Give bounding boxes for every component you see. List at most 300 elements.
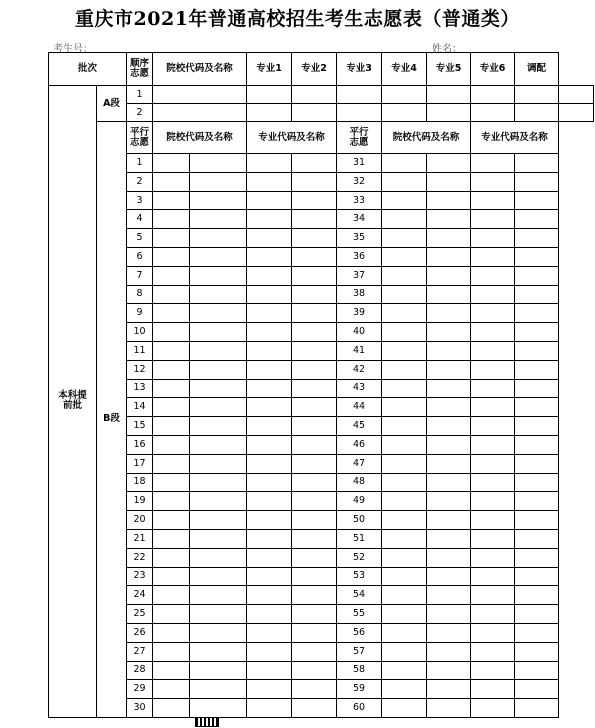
major-code-cell[interactable] <box>247 210 292 229</box>
major-input-cell[interactable] <box>427 86 471 104</box>
major-input-cell[interactable] <box>247 104 292 122</box>
school-name-cell[interactable] <box>427 454 471 473</box>
major-code-cell[interactable] <box>247 642 292 661</box>
major-name-cell[interactable] <box>515 379 559 398</box>
school-name-cell[interactable] <box>190 586 247 605</box>
major-name-cell[interactable] <box>292 661 337 680</box>
barcode-stamp <box>195 717 219 727</box>
major-code-cell[interactable] <box>471 548 515 567</box>
major-code-cell[interactable] <box>471 435 515 454</box>
school-name-cell[interactable] <box>427 304 471 323</box>
school-name-cell[interactable] <box>427 191 471 210</box>
school-name-cell[interactable] <box>427 341 471 360</box>
school-name-cell[interactable] <box>190 511 247 530</box>
school-name-cell[interactable] <box>427 172 471 191</box>
school-code-cell[interactable] <box>382 360 427 379</box>
major-name-cell[interactable] <box>292 323 337 342</box>
school-name-cell[interactable] <box>190 699 247 718</box>
major-input-cell[interactable] <box>471 86 515 104</box>
major-code-cell[interactable] <box>471 154 515 173</box>
school-code-cell[interactable] <box>382 548 427 567</box>
major-input-cell[interactable] <box>515 86 559 104</box>
major-name-cell[interactable] <box>515 154 559 173</box>
school-name-cell[interactable] <box>427 154 471 173</box>
school-name-cell[interactable] <box>427 661 471 680</box>
major-code-cell[interactable] <box>471 511 515 530</box>
school-name-cell[interactable] <box>427 360 471 379</box>
parallel-number-right: 60 <box>337 699 382 718</box>
school-name-cell[interactable] <box>190 379 247 398</box>
major-code-cell[interactable] <box>471 172 515 191</box>
major-code-cell[interactable] <box>247 360 292 379</box>
major-name-cell[interactable] <box>292 398 337 417</box>
major-name-cell[interactable] <box>292 154 337 173</box>
school-code-cell[interactable] <box>153 229 190 248</box>
seq-number: 1 <box>127 86 153 104</box>
school-code-cell[interactable] <box>153 323 190 342</box>
major-name-cell[interactable] <box>292 191 337 210</box>
school-code-cell[interactable] <box>382 154 427 173</box>
major-code-cell[interactable] <box>247 605 292 624</box>
major-name-cell[interactable] <box>515 567 559 586</box>
school-code-cell[interactable] <box>153 623 190 642</box>
school-code-cell[interactable] <box>382 247 427 266</box>
major-name-cell[interactable] <box>292 642 337 661</box>
major-code-cell[interactable] <box>247 417 292 436</box>
parallel-number-left: 9 <box>127 304 153 323</box>
school-name-cell[interactable] <box>190 360 247 379</box>
school-code-cell[interactable] <box>382 379 427 398</box>
school-code-cell[interactable] <box>153 454 190 473</box>
school-name-cell[interactable] <box>427 285 471 304</box>
major-code-cell[interactable] <box>471 529 515 548</box>
parallel-number-left: 24 <box>127 586 153 605</box>
major-code-cell[interactable] <box>471 191 515 210</box>
major-name-cell[interactable] <box>292 699 337 718</box>
school-name-cell[interactable] <box>190 492 247 511</box>
school-name-cell[interactable] <box>190 473 247 492</box>
major-name-cell[interactable] <box>515 323 559 342</box>
school-code-cell[interactable] <box>153 304 190 323</box>
major-code-cell[interactable] <box>471 642 515 661</box>
major-input-cell[interactable] <box>292 86 337 104</box>
school-code-cell[interactable] <box>382 266 427 285</box>
school-code-cell[interactable] <box>153 605 190 624</box>
school-name-cell[interactable] <box>427 492 471 511</box>
major-name-cell[interactable] <box>292 247 337 266</box>
major-code-cell[interactable] <box>471 473 515 492</box>
major-code-cell[interactable] <box>247 661 292 680</box>
parallel-number-right: 55 <box>337 605 382 624</box>
school-name-cell[interactable] <box>427 623 471 642</box>
major-name-cell[interactable] <box>515 661 559 680</box>
major-input-cell[interactable] <box>382 104 427 122</box>
major-name-cell[interactable] <box>515 360 559 379</box>
school-name-cell[interactable] <box>190 154 247 173</box>
school-code-cell[interactable] <box>382 511 427 530</box>
major-name-cell[interactable] <box>292 511 337 530</box>
school-name-cell[interactable] <box>427 266 471 285</box>
major-name-cell[interactable] <box>515 605 559 624</box>
school-code-cell[interactable] <box>153 154 190 173</box>
major-code-cell[interactable] <box>247 154 292 173</box>
major-name-cell[interactable] <box>515 304 559 323</box>
major2-header: 专业2 <box>292 53 337 86</box>
major-code-cell[interactable] <box>471 304 515 323</box>
major-name-cell[interactable] <box>515 454 559 473</box>
school-name-cell[interactable] <box>427 680 471 699</box>
major-code-cell[interactable] <box>471 699 515 718</box>
parallel-number-left: 19 <box>127 492 153 511</box>
school-name-cell[interactable] <box>427 473 471 492</box>
school-code-cell[interactable] <box>153 529 190 548</box>
major-code-cell[interactable] <box>471 605 515 624</box>
major-name-cell[interactable] <box>292 266 337 285</box>
major-input-cell[interactable] <box>292 104 337 122</box>
adjust-input-cell[interactable] <box>559 86 594 104</box>
school-code-cell[interactable] <box>153 699 190 718</box>
school-code-cell[interactable] <box>153 266 190 285</box>
major-name-cell[interactable] <box>515 680 559 699</box>
school-code-cell[interactable] <box>382 529 427 548</box>
school-code-cell[interactable] <box>382 323 427 342</box>
school-code-cell[interactable] <box>382 454 427 473</box>
school-name-cell[interactable] <box>190 266 247 285</box>
major-code-cell[interactable] <box>247 323 292 342</box>
major-input-cell[interactable] <box>382 86 427 104</box>
school-code-cell[interactable] <box>382 172 427 191</box>
major1-header: 专业1 <box>247 53 292 86</box>
section-b-row <box>49 247 594 266</box>
section-a-row <box>49 104 594 122</box>
school-name-cell[interactable] <box>190 642 247 661</box>
major-name-cell[interactable] <box>515 699 559 718</box>
school-name-cell[interactable] <box>190 172 247 191</box>
major6-header: 专业6 <box>471 53 515 86</box>
school-code-cell[interactable] <box>153 473 190 492</box>
school-code-cell[interactable] <box>153 661 190 680</box>
school-code-cell[interactable] <box>382 586 427 605</box>
school-code-cell[interactable] <box>382 492 427 511</box>
school-name-cell[interactable] <box>190 548 247 567</box>
parallel-number-left: 4 <box>127 210 153 229</box>
major-code-cell[interactable] <box>471 323 515 342</box>
major-code-cell[interactable] <box>471 661 515 680</box>
parallel-header-left: 平行 志愿 <box>127 122 153 154</box>
major-name-cell[interactable] <box>292 680 337 699</box>
major-code-cell[interactable] <box>471 567 515 586</box>
major-code-cell[interactable] <box>247 379 292 398</box>
school-code-cell[interactable] <box>382 304 427 323</box>
major-name-cell[interactable] <box>515 191 559 210</box>
major-name-cell[interactable] <box>515 247 559 266</box>
school-name-cell[interactable] <box>427 323 471 342</box>
school-code-cell[interactable] <box>382 341 427 360</box>
school-name-cell[interactable] <box>190 623 247 642</box>
school-name-cell[interactable] <box>427 247 471 266</box>
school-code-cell[interactable] <box>153 567 190 586</box>
major-code-cell[interactable] <box>247 548 292 567</box>
major-name-cell[interactable] <box>292 210 337 229</box>
major-name-cell[interactable] <box>515 285 559 304</box>
parallel-number-right: 43 <box>337 379 382 398</box>
school-name-cell[interactable] <box>190 247 247 266</box>
school-code-cell[interactable] <box>382 229 427 248</box>
major-code-cell[interactable] <box>247 586 292 605</box>
major-name-cell[interactable] <box>515 473 559 492</box>
parallel-number-left: 3 <box>127 191 153 210</box>
major-name-cell[interactable] <box>515 398 559 417</box>
school-code-cell[interactable] <box>382 661 427 680</box>
major-code-cell[interactable] <box>247 473 292 492</box>
section-b-row <box>49 266 594 285</box>
school-header-right: 院校代码及名称 <box>382 122 471 154</box>
school-code-cell[interactable] <box>153 417 190 436</box>
major-name-cell[interactable] <box>292 529 337 548</box>
adjust-input-cell[interactable] <box>559 104 594 122</box>
major-code-cell[interactable] <box>471 398 515 417</box>
parallel-number-right: 39 <box>337 304 382 323</box>
major-name-cell[interactable] <box>515 417 559 436</box>
major-name-cell[interactable] <box>292 341 337 360</box>
section-b-row <box>49 341 594 360</box>
major-name-cell[interactable] <box>292 473 337 492</box>
major-code-cell[interactable] <box>247 266 292 285</box>
school-name-cell[interactable] <box>190 605 247 624</box>
batch-header: 批次 <box>49 53 127 86</box>
school-code-cell[interactable] <box>153 492 190 511</box>
school-code-cell[interactable] <box>153 642 190 661</box>
school-code-cell[interactable] <box>382 605 427 624</box>
major-code-cell[interactable] <box>247 492 292 511</box>
major-name-cell[interactable] <box>292 605 337 624</box>
batch-name: 本科提 前批 <box>49 86 97 718</box>
student-id-label: 考生号： <box>53 44 93 55</box>
major-code-cell[interactable] <box>247 567 292 586</box>
major-code-cell[interactable] <box>247 304 292 323</box>
school-code-cell[interactable] <box>153 435 190 454</box>
major-name-cell[interactable] <box>292 379 337 398</box>
parallel-number-right: 42 <box>337 360 382 379</box>
school-code-cell[interactable] <box>382 699 427 718</box>
school-code-cell[interactable] <box>153 172 190 191</box>
major-name-cell[interactable] <box>515 435 559 454</box>
section-a-label: A段 <box>97 86 127 122</box>
school-name-cell[interactable] <box>190 304 247 323</box>
section-b-row <box>49 229 594 248</box>
school-name-cell[interactable] <box>190 229 247 248</box>
major-code-cell[interactable] <box>247 398 292 417</box>
major-name-cell[interactable] <box>292 417 337 436</box>
parallel-number-right: 32 <box>337 172 382 191</box>
major-input-cell[interactable] <box>471 104 515 122</box>
major-name-cell[interactable] <box>515 529 559 548</box>
major-name-cell[interactable] <box>292 360 337 379</box>
school-code-cell[interactable] <box>382 567 427 586</box>
school-name-cell[interactable] <box>427 229 471 248</box>
school-name-cell[interactable] <box>190 191 247 210</box>
major-code-cell[interactable] <box>471 417 515 436</box>
school-input-cell[interactable] <box>153 104 247 122</box>
school-code-cell[interactable] <box>382 473 427 492</box>
school-code-cell[interactable] <box>153 548 190 567</box>
adjust-header: 调配 <box>515 53 559 86</box>
major-code-cell[interactable] <box>247 229 292 248</box>
major-code-cell[interactable] <box>471 285 515 304</box>
major-name-cell[interactable] <box>292 567 337 586</box>
school-name-cell[interactable] <box>190 210 247 229</box>
school-name-cell[interactable] <box>427 435 471 454</box>
major-code-cell[interactable] <box>471 247 515 266</box>
school-code-cell[interactable] <box>382 417 427 436</box>
school-code-cell[interactable] <box>382 191 427 210</box>
major-code-cell[interactable] <box>471 210 515 229</box>
school-code-cell[interactable] <box>153 285 190 304</box>
school-name-cell[interactable] <box>427 379 471 398</box>
major-name-cell[interactable] <box>515 548 559 567</box>
school-code-cell[interactable] <box>153 398 190 417</box>
major-name-cell[interactable] <box>515 210 559 229</box>
major-name-cell[interactable] <box>515 266 559 285</box>
school-name-cell[interactable] <box>190 454 247 473</box>
school-name-cell[interactable] <box>427 699 471 718</box>
school-code-cell[interactable] <box>153 341 190 360</box>
school-name-cell[interactable] <box>427 605 471 624</box>
school-name-cell[interactable] <box>190 529 247 548</box>
major-code-cell[interactable] <box>247 699 292 718</box>
major-name-cell[interactable] <box>515 623 559 642</box>
major-code-cell[interactable] <box>247 529 292 548</box>
major3-header: 专业3 <box>337 53 382 86</box>
major-code-cell[interactable] <box>471 229 515 248</box>
section-b-row <box>49 210 594 229</box>
parallel-number-right: 49 <box>337 492 382 511</box>
school-name-cell[interactable] <box>190 398 247 417</box>
school-name-cell[interactable] <box>190 435 247 454</box>
parallel-number-right: 41 <box>337 341 382 360</box>
school-name-cell[interactable] <box>427 567 471 586</box>
school-header-left: 院校代码及名称 <box>153 122 247 154</box>
school-name-cell[interactable] <box>427 210 471 229</box>
school-code-cell[interactable] <box>382 680 427 699</box>
major-name-cell[interactable] <box>515 492 559 511</box>
major-name-cell[interactable] <box>515 229 559 248</box>
major-input-cell[interactable] <box>427 104 471 122</box>
major-code-cell[interactable] <box>471 680 515 699</box>
school-code-cell[interactable] <box>153 210 190 229</box>
school-name-cell[interactable] <box>190 680 247 699</box>
school-input-cell[interactable] <box>153 86 247 104</box>
school-name-cell[interactable] <box>190 567 247 586</box>
section-b-row <box>49 699 594 718</box>
major-code-cell[interactable] <box>471 266 515 285</box>
school-name-cell[interactable] <box>427 586 471 605</box>
major-code-cell[interactable] <box>247 435 292 454</box>
major-name-cell[interactable] <box>515 511 559 530</box>
major-code-cell[interactable] <box>247 191 292 210</box>
major-input-cell[interactable] <box>337 86 382 104</box>
major-name-cell[interactable] <box>292 229 337 248</box>
major-code-cell[interactable] <box>247 680 292 699</box>
school-code-cell[interactable] <box>153 379 190 398</box>
school-code-cell[interactable] <box>153 586 190 605</box>
major-name-cell[interactable] <box>292 172 337 191</box>
major-name-cell[interactable] <box>292 435 337 454</box>
major-name-cell[interactable] <box>515 642 559 661</box>
major-code-cell[interactable] <box>471 454 515 473</box>
school-code-cell[interactable] <box>382 398 427 417</box>
major-name-cell[interactable] <box>292 548 337 567</box>
major-name-cell[interactable] <box>292 454 337 473</box>
school-name-cell[interactable] <box>190 323 247 342</box>
school-name-cell[interactable] <box>190 285 247 304</box>
major-code-cell[interactable] <box>471 623 515 642</box>
major-code-cell[interactable] <box>247 454 292 473</box>
parallel-header-right: 平行 志愿 <box>337 122 382 154</box>
major-code-cell[interactable] <box>471 586 515 605</box>
school-code-cell[interactable] <box>153 191 190 210</box>
major-name-cell[interactable] <box>292 492 337 511</box>
major-input-cell[interactable] <box>337 104 382 122</box>
school-name-cell[interactable] <box>427 529 471 548</box>
major-name-cell[interactable] <box>292 586 337 605</box>
school-name-cell[interactable] <box>427 642 471 661</box>
parallel-number-left: 13 <box>127 379 153 398</box>
parallel-number-right: 31 <box>337 154 382 173</box>
major-code-cell[interactable] <box>247 285 292 304</box>
major-code-cell[interactable] <box>247 341 292 360</box>
major-code-cell[interactable] <box>247 511 292 530</box>
school-name-cell[interactable] <box>427 511 471 530</box>
school-name-cell[interactable] <box>427 398 471 417</box>
school-code-cell[interactable] <box>153 247 190 266</box>
major-name-cell[interactable] <box>515 172 559 191</box>
parallel-number-left: 12 <box>127 360 153 379</box>
major-name-cell[interactable] <box>292 304 337 323</box>
major-code-cell[interactable] <box>247 623 292 642</box>
section-b-row <box>49 680 594 699</box>
section-b-row <box>49 642 594 661</box>
major-code-cell[interactable] <box>247 247 292 266</box>
school-code-cell[interactable] <box>382 435 427 454</box>
school-code-cell[interactable] <box>382 642 427 661</box>
major-code-cell[interactable] <box>471 379 515 398</box>
major-code-cell[interactable] <box>471 492 515 511</box>
major-name-cell[interactable] <box>515 341 559 360</box>
major-input-cell[interactable] <box>247 86 292 104</box>
school-name-cell[interactable] <box>427 417 471 436</box>
major-name-cell[interactable] <box>292 285 337 304</box>
major-name-cell[interactable] <box>515 586 559 605</box>
school-code-cell[interactable] <box>153 680 190 699</box>
school-code-cell[interactable] <box>153 360 190 379</box>
school-name-cell[interactable] <box>427 548 471 567</box>
school-code-cell[interactable] <box>153 511 190 530</box>
section-b-row <box>49 661 594 680</box>
school-name-cell[interactable] <box>190 661 247 680</box>
major-code-cell[interactable] <box>247 172 292 191</box>
school-name-cell[interactable] <box>190 417 247 436</box>
school-code-cell[interactable] <box>382 285 427 304</box>
school-code-cell[interactable] <box>382 623 427 642</box>
section-b-header-row <box>49 122 594 154</box>
school-name-cell[interactable] <box>190 341 247 360</box>
major-code-cell[interactable] <box>471 360 515 379</box>
major-code-cell[interactable] <box>471 341 515 360</box>
major-name-cell[interactable] <box>292 623 337 642</box>
major-input-cell[interactable] <box>515 104 559 122</box>
school-code-cell[interactable] <box>382 210 427 229</box>
